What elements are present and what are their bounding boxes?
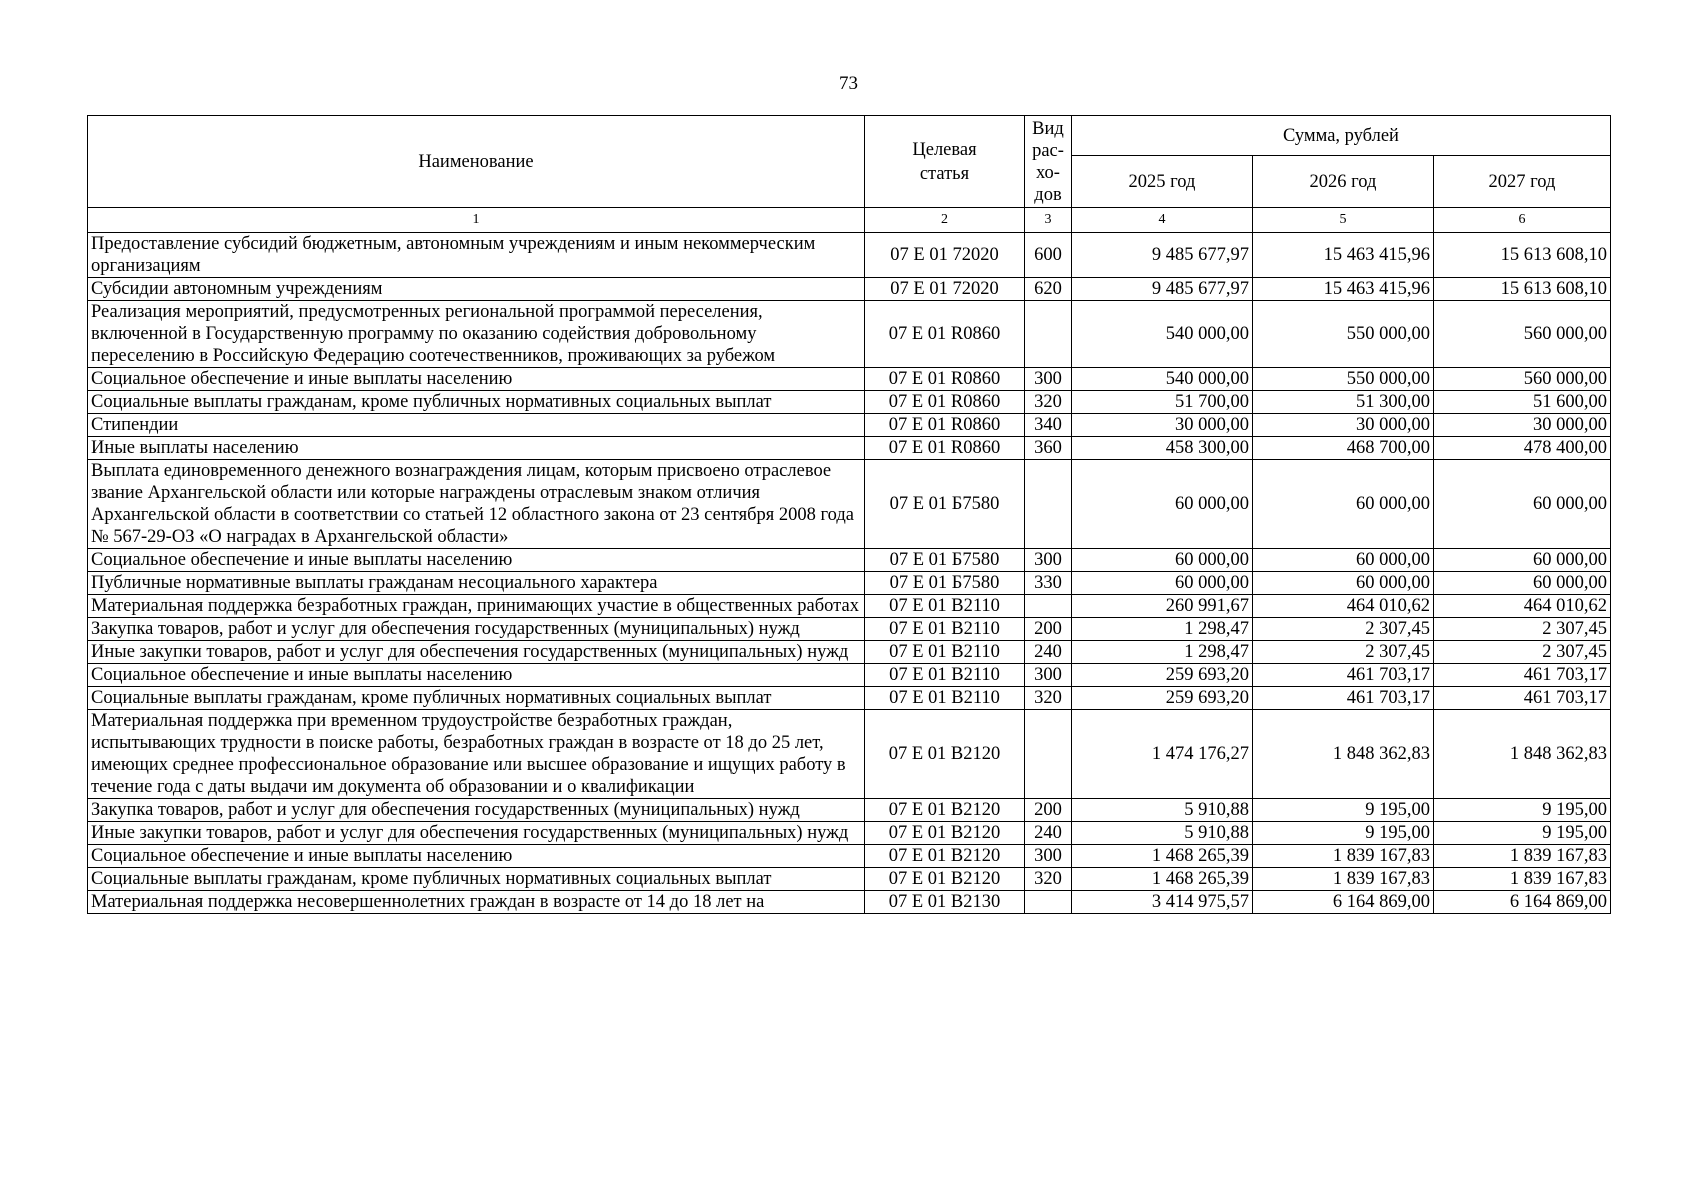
row-amount-2027: 560 000,00 <box>1434 301 1611 368</box>
row-kind: 240 <box>1025 822 1072 845</box>
row-kind <box>1025 460 1072 549</box>
row-name: Социальное обеспечение и иные выплаты населению <box>88 845 865 868</box>
row-amount-2026: 60 000,00 <box>1253 572 1434 595</box>
row-amount-2025: 458 300,00 <box>1072 437 1253 460</box>
row-amount-2026: 15 463 415,96 <box>1253 278 1434 301</box>
row-amount-2026: 1 839 167,83 <box>1253 845 1434 868</box>
row-amount-2025: 5 910,88 <box>1072 799 1253 822</box>
header-kind-line: хо- <box>1036 162 1060 183</box>
row-amount-2026: 9 195,00 <box>1253 799 1434 822</box>
row-amount-2026: 2 307,45 <box>1253 641 1434 664</box>
row-code: 07 Е 01 Б7580 <box>865 460 1025 549</box>
row-code: 07 Е 01 В2120 <box>865 845 1025 868</box>
row-name: Публичные нормативные выплаты гражданам несоциального характера <box>88 572 865 595</box>
row-name: Предоставление субсидий бюджетным, автономным учреждениям и иным некоммерческим организациям <box>88 233 865 278</box>
row-name: Выплата единовременного денежного вознаграждения лицам, которым присвоено отраслевое звание Архангельской области или которые награждены отраслевым знаком отличия Архангельской области в соответствии со статьей 12 областного закона от 23 сентября 2008 года № 567-29-ОЗ «О наградах в Архангельской области» <box>88 460 865 549</box>
row-amount-2027: 2 307,45 <box>1434 641 1611 664</box>
row-amount-2027: 461 703,17 <box>1434 664 1611 687</box>
row-kind: 320 <box>1025 687 1072 710</box>
row-amount-2026: 15 463 415,96 <box>1253 233 1434 278</box>
row-amount-2027: 15 613 608,10 <box>1434 233 1611 278</box>
row-name: Социальные выплаты гражданам, кроме публичных нормативных социальных выплат <box>88 391 865 414</box>
row-amount-2027: 6 164 869,00 <box>1434 891 1611 914</box>
row-code: 07 Е 01 В2120 <box>865 799 1025 822</box>
row-amount-2026: 461 703,17 <box>1253 687 1434 710</box>
table-row <box>88 822 1611 845</box>
row-name: Материальная поддержка при временном трудоустройстве безработных граждан, испытывающих трудности в поиске работы, безработных граждан в возрасте от 18 до 25 лет, имеющих среднее профессиональное образование или высшее образование и ищущих работу в течение года с даты выдачи им документа об образовании и о квалификации <box>88 710 865 799</box>
row-kind: 300 <box>1025 845 1072 868</box>
row-amount-2026: 60 000,00 <box>1253 460 1434 549</box>
row-amount-2027: 51 600,00 <box>1434 391 1611 414</box>
header-sum: Сумма, рублей <box>1072 116 1611 156</box>
row-kind: 600 <box>1025 233 1072 278</box>
row-kind: 620 <box>1025 278 1072 301</box>
table-row <box>88 641 1611 664</box>
page-number: 73 <box>839 73 858 94</box>
row-amount-2026: 464 010,62 <box>1253 595 1434 618</box>
row-code: 07 Е 01 В2130 <box>865 891 1025 914</box>
row-name: Реализация мероприятий, предусмотренных региональной программой переселения, включенной в Государственную программу по оказанию содействия добровольному переселению в Российскую Федерацию соотечественников, проживающих за рубежом <box>88 301 865 368</box>
row-amount-2025: 260 991,67 <box>1072 595 1253 618</box>
row-code: 07 Е 01 В2120 <box>865 822 1025 845</box>
row-kind <box>1025 710 1072 799</box>
row-amount-2027: 9 195,00 <box>1434 822 1611 845</box>
row-code: 07 Е 01 R0860 <box>865 368 1025 391</box>
row-amount-2026: 461 703,17 <box>1253 664 1434 687</box>
row-name: Закупка товаров, работ и услуг для обеспечения государственных (муниципальных) нужд <box>88 618 865 641</box>
table-row <box>88 687 1611 710</box>
column-number: 6 <box>1434 208 1611 233</box>
table-row <box>88 868 1611 891</box>
table-row <box>88 437 1611 460</box>
table-row <box>88 368 1611 391</box>
row-code: 07 Е 01 R0860 <box>865 301 1025 368</box>
row-amount-2025: 1 468 265,39 <box>1072 868 1253 891</box>
table-row <box>88 278 1611 301</box>
row-name: Социальные выплаты гражданам, кроме публичных нормативных социальных выплат <box>88 687 865 710</box>
row-code: 07 Е 01 72020 <box>865 233 1025 278</box>
table-row <box>88 549 1611 572</box>
row-code: 07 Е 01 R0860 <box>865 437 1025 460</box>
row-amount-2025: 5 910,88 <box>1072 822 1253 845</box>
row-amount-2027: 60 000,00 <box>1434 572 1611 595</box>
row-kind: 330 <box>1025 572 1072 595</box>
column-number: 5 <box>1253 208 1434 233</box>
row-amount-2026: 60 000,00 <box>1253 549 1434 572</box>
row-code: 07 Е 01 72020 <box>865 278 1025 301</box>
row-amount-2025: 1 468 265,39 <box>1072 845 1253 868</box>
row-amount-2027: 30 000,00 <box>1434 414 1611 437</box>
row-amount-2026: 468 700,00 <box>1253 437 1434 460</box>
table-row <box>88 233 1611 278</box>
row-code: 07 Е 01 В2110 <box>865 641 1025 664</box>
row-code: 07 Е 01 Б7580 <box>865 572 1025 595</box>
row-amount-2025: 30 000,00 <box>1072 414 1253 437</box>
row-amount-2027: 1 848 362,83 <box>1434 710 1611 799</box>
header-target <box>865 116 1025 208</box>
header-name: Наименование <box>88 116 865 208</box>
header-year: 2025 год <box>1072 156 1253 208</box>
row-name: Социальные выплаты гражданам, кроме публичных нормативных социальных выплат <box>88 868 865 891</box>
table-row <box>88 710 1611 799</box>
row-amount-2027: 60 000,00 <box>1434 549 1611 572</box>
row-kind <box>1025 595 1072 618</box>
header-year: 2026 год <box>1253 156 1434 208</box>
table-row <box>88 391 1611 414</box>
budget-table <box>87 115 1611 914</box>
row-amount-2025: 1 298,47 <box>1072 618 1253 641</box>
row-name: Иные закупки товаров, работ и услуг для обеспечения государственных (муниципальных) нужд <box>88 822 865 845</box>
row-amount-2026: 9 195,00 <box>1253 822 1434 845</box>
row-amount-2026: 550 000,00 <box>1253 301 1434 368</box>
row-name: Социальное обеспечение и иные выплаты населению <box>88 549 865 572</box>
table-row <box>88 799 1611 822</box>
row-amount-2025: 1 474 176,27 <box>1072 710 1253 799</box>
header-kind <box>1025 116 1072 208</box>
row-kind: 320 <box>1025 868 1072 891</box>
row-amount-2026: 30 000,00 <box>1253 414 1434 437</box>
row-amount-2027: 15 613 608,10 <box>1434 278 1611 301</box>
row-code: 07 Е 01 Б7580 <box>865 549 1025 572</box>
column-number: 4 <box>1072 208 1253 233</box>
row-amount-2025: 9 485 677,97 <box>1072 233 1253 278</box>
row-name: Закупка товаров, работ и услуг для обеспечения государственных (муниципальных) нужд <box>88 799 865 822</box>
table-row <box>88 618 1611 641</box>
row-amount-2025: 1 298,47 <box>1072 641 1253 664</box>
row-amount-2025: 3 414 975,57 <box>1072 891 1253 914</box>
row-amount-2025: 540 000,00 <box>1072 368 1253 391</box>
row-kind: 360 <box>1025 437 1072 460</box>
table-row <box>88 572 1611 595</box>
row-code: 07 Е 01 В2110 <box>865 664 1025 687</box>
row-kind <box>1025 891 1072 914</box>
row-amount-2025: 540 000,00 <box>1072 301 1253 368</box>
row-amount-2026: 1 839 167,83 <box>1253 868 1434 891</box>
row-code: 07 Е 01 В2110 <box>865 595 1025 618</box>
row-amount-2025: 60 000,00 <box>1072 460 1253 549</box>
row-amount-2027: 478 400,00 <box>1434 437 1611 460</box>
row-kind: 300 <box>1025 549 1072 572</box>
header-kind-line: Вид <box>1032 118 1064 139</box>
row-kind <box>1025 301 1072 368</box>
row-amount-2026: 1 848 362,83 <box>1253 710 1434 799</box>
row-amount-2027: 9 195,00 <box>1434 799 1611 822</box>
row-amount-2025: 60 000,00 <box>1072 572 1253 595</box>
row-amount-2025: 51 700,00 <box>1072 391 1253 414</box>
table-row <box>88 301 1611 368</box>
table-row <box>88 845 1611 868</box>
table-row <box>88 595 1611 618</box>
row-amount-2027: 1 839 167,83 <box>1434 845 1611 868</box>
row-amount-2027: 461 703,17 <box>1434 687 1611 710</box>
row-name: Стипендии <box>88 414 865 437</box>
row-amount-2027: 2 307,45 <box>1434 618 1611 641</box>
row-code: 07 Е 01 В2120 <box>865 868 1025 891</box>
row-amount-2025: 60 000,00 <box>1072 549 1253 572</box>
row-kind: 240 <box>1025 641 1072 664</box>
row-code: 07 Е 01 В2110 <box>865 687 1025 710</box>
row-code: 07 Е 01 В2110 <box>865 618 1025 641</box>
row-name: Социальное обеспечение и иные выплаты населению <box>88 368 865 391</box>
row-name: Социальное обеспечение и иные выплаты населению <box>88 664 865 687</box>
row-amount-2026: 550 000,00 <box>1253 368 1434 391</box>
row-amount-2027: 1 839 167,83 <box>1434 868 1611 891</box>
column-number: 2 <box>865 208 1025 233</box>
row-name: Материальная поддержка несовершеннолетних граждан в возрасте от 14 до 18 лет на <box>88 891 865 914</box>
row-amount-2027: 560 000,00 <box>1434 368 1611 391</box>
row-amount-2027: 60 000,00 <box>1434 460 1611 549</box>
row-code: 07 Е 01 В2120 <box>865 710 1025 799</box>
row-kind: 320 <box>1025 391 1072 414</box>
header-kind-line: дов <box>1034 184 1062 205</box>
table-row <box>88 460 1611 549</box>
header-year: 2027 год <box>1434 156 1611 208</box>
row-code: 07 Е 01 R0860 <box>865 391 1025 414</box>
row-name: Иные закупки товаров, работ и услуг для обеспечения государственных (муниципальных) нужд <box>88 641 865 664</box>
row-name: Материальная поддержка безработных граждан, принимающих участие в общественных работах <box>88 595 865 618</box>
table-row <box>88 414 1611 437</box>
row-code: 07 Е 01 R0860 <box>865 414 1025 437</box>
row-kind: 200 <box>1025 799 1072 822</box>
row-amount-2025: 259 693,20 <box>1072 664 1253 687</box>
row-kind: 300 <box>1025 664 1072 687</box>
header-kind-line: рас- <box>1032 140 1064 161</box>
header-target-text: Целевая статья <box>912 139 977 184</box>
column-number: 3 <box>1025 208 1072 233</box>
row-amount-2025: 9 485 677,97 <box>1072 278 1253 301</box>
column-number: 1 <box>88 208 865 233</box>
row-kind: 200 <box>1025 618 1072 641</box>
row-amount-2026: 6 164 869,00 <box>1253 891 1434 914</box>
row-kind: 300 <box>1025 368 1072 391</box>
row-amount-2026: 2 307,45 <box>1253 618 1434 641</box>
table-row <box>88 664 1611 687</box>
row-amount-2026: 51 300,00 <box>1253 391 1434 414</box>
table-row <box>88 891 1611 914</box>
row-amount-2027: 464 010,62 <box>1434 595 1611 618</box>
row-kind: 340 <box>1025 414 1072 437</box>
row-name: Субсидии автономным учреждениям <box>88 278 865 301</box>
row-amount-2025: 259 693,20 <box>1072 687 1253 710</box>
row-name: Иные выплаты населению <box>88 437 865 460</box>
